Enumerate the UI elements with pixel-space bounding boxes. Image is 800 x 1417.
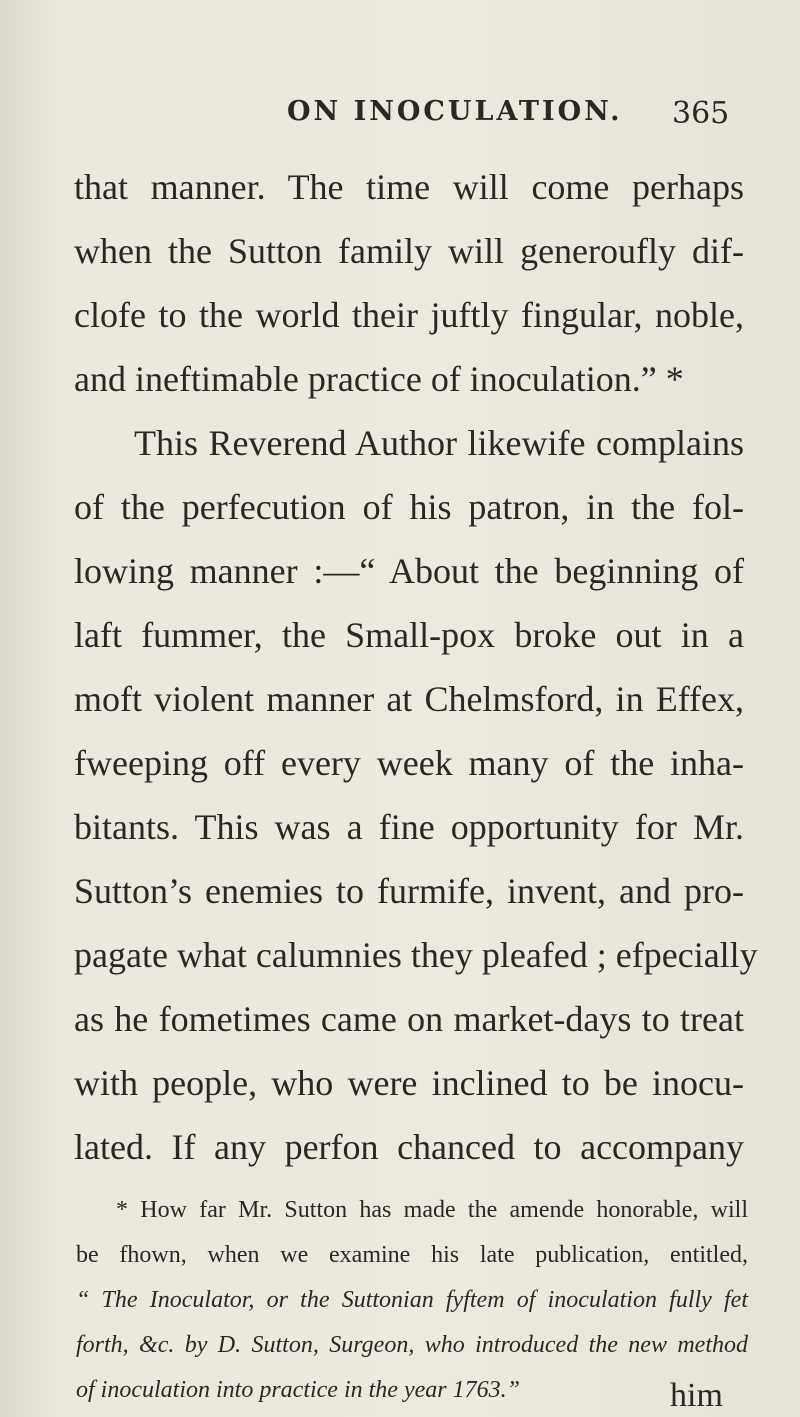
- footnote-line: be fhown, when we examine his late publication, entitled,: [76, 1242, 748, 1268]
- body-line: and ineftimable practice of inoculation.” *: [74, 359, 684, 399]
- footnote-line: “ The Inoculator, or the Suttonian fyftem of inoculation fully fet: [76, 1287, 748, 1313]
- body-line: laft fummer, the Small-pox broke out in a: [74, 615, 744, 655]
- body-line: when the Sutton family will generoufly dif-: [74, 231, 744, 271]
- body-line: of the perfecution of his patron, in the fol-: [74, 487, 744, 527]
- body-line: fweeping off every week many of the inha-: [74, 743, 744, 783]
- body-line: pagate what calumnies they pleafed ; efpecially: [74, 935, 758, 975]
- body-line: This Reverend Author likewife complains: [134, 423, 744, 463]
- body-line: that manner. The time will come perhaps: [74, 167, 744, 207]
- running-title: ON INOCULATION.: [287, 96, 623, 127]
- body-line: clofe to the world their juftly fingular, noble,: [74, 295, 744, 335]
- footnote-line: forth, &c. by D. Sutton, Surgeon, who introduced the new method: [76, 1332, 748, 1358]
- footnote-line: of inoculation into practice in the year 1763.”: [76, 1377, 520, 1403]
- catchword: him: [670, 1377, 723, 1414]
- body-line: moft violent manner at Chelmsford, in Effex,: [74, 679, 744, 719]
- body-line: with people, who were inclined to be inocu-: [74, 1063, 744, 1103]
- body-line: lated. If any perfon chanced to accompany: [74, 1127, 744, 1167]
- page-number: 365: [672, 96, 730, 131]
- body-text: [74, 155, 758, 1179]
- footnote-line: * How far Mr. Sutton has made the amende honorable, will: [116, 1197, 748, 1223]
- footnote: [76, 1188, 748, 1413]
- running-head: [0, 96, 800, 136]
- body-line: lowing manner :—“ About the beginning of: [74, 551, 744, 591]
- body-line: Sutton’s enemies to furmife, invent, and pro-: [74, 871, 744, 911]
- body-line: as he fometimes came on market-days to treat: [74, 999, 744, 1039]
- body-line: bitants. This was a fine opportunity for Mr.: [74, 807, 744, 847]
